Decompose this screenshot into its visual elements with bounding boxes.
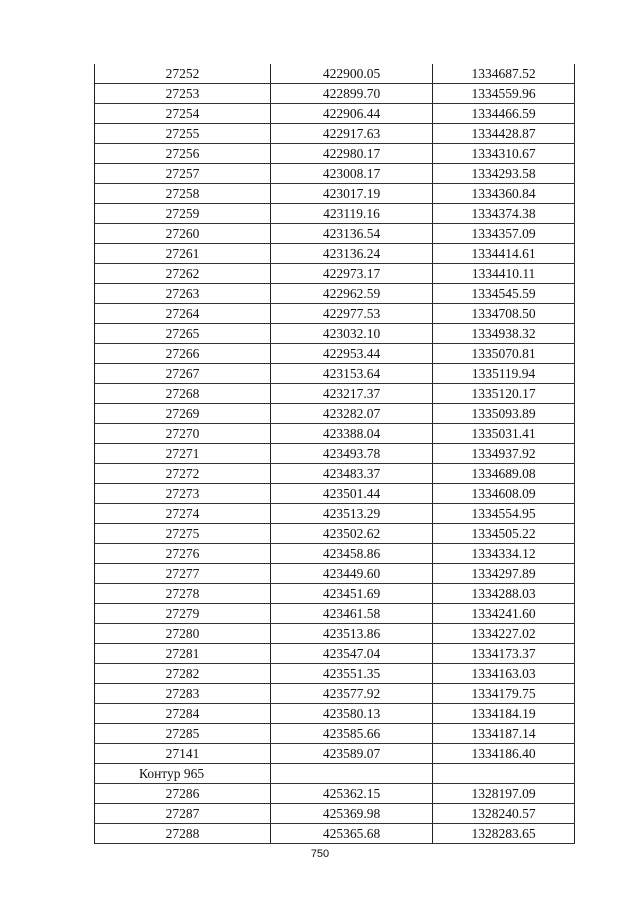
table-row (95, 524, 575, 544)
x-coordinate-cell: 423449.60 (271, 564, 433, 584)
x-coordinate-cell: 422962.59 (271, 284, 433, 304)
coordinates-table-body (95, 64, 575, 844)
x-coordinate-cell: 423502.62 (271, 524, 433, 544)
y-coordinate-cell: 1334608.09 (433, 484, 575, 504)
table-row (95, 184, 575, 204)
y-coordinate-cell: 1334466.59 (433, 104, 575, 124)
y-coordinate-cell: 1335093.89 (433, 404, 575, 424)
point-number-cell: 27270 (95, 424, 271, 444)
section-row (95, 764, 575, 784)
x-coordinate-cell: 423580.13 (271, 704, 433, 724)
point-number-cell: 27252 (95, 64, 271, 84)
x-coordinate-cell: 423451.69 (271, 584, 433, 604)
y-coordinate-cell: 1334288.03 (433, 584, 575, 604)
point-number-cell: 27279 (95, 604, 271, 624)
x-coordinate-cell: 422917.63 (271, 124, 433, 144)
point-number-cell: 27276 (95, 544, 271, 564)
x-coordinate-cell: 423501.44 (271, 484, 433, 504)
point-number-cell: 27274 (95, 504, 271, 524)
x-coordinate-cell: 422953.44 (271, 344, 433, 364)
y-coordinate-cell: 1334179.75 (433, 684, 575, 704)
y-coordinate-cell: 1334173.37 (433, 644, 575, 664)
y-coordinate-cell: 1334687.52 (433, 64, 575, 84)
point-number-cell: 27271 (95, 444, 271, 464)
table-row (95, 284, 575, 304)
table-row (95, 724, 575, 744)
y-coordinate-cell: 1334187.14 (433, 724, 575, 744)
point-number-cell: 27258 (95, 184, 271, 204)
table-row (95, 264, 575, 284)
x-coordinate-cell: 423458.86 (271, 544, 433, 564)
point-number-cell: 27278 (95, 584, 271, 604)
y-coordinate-cell: 1334559.96 (433, 84, 575, 104)
table-row (95, 824, 575, 844)
point-number-cell: 27269 (95, 404, 271, 424)
table-row (95, 464, 575, 484)
point-number-cell: 27254 (95, 104, 271, 124)
x-coordinate-cell: 423388.04 (271, 424, 433, 444)
table-row (95, 484, 575, 504)
point-number-cell: 27287 (95, 804, 271, 824)
table-row (95, 684, 575, 704)
point-number-cell: 27256 (95, 144, 271, 164)
x-coordinate-cell: 423282.07 (271, 404, 433, 424)
point-number-cell: 27272 (95, 464, 271, 484)
x-coordinate-cell: 423577.92 (271, 684, 433, 704)
x-coordinate-cell: 423217.37 (271, 384, 433, 404)
y-coordinate-cell: 1334545.59 (433, 284, 575, 304)
point-number-cell: 27273 (95, 484, 271, 504)
y-coordinate-cell: 1334374.38 (433, 204, 575, 224)
table-row (95, 384, 575, 404)
x-coordinate-cell: 423136.24 (271, 244, 433, 264)
y-coordinate-cell: 1334708.50 (433, 304, 575, 324)
y-coordinate-cell: 1334554.95 (433, 504, 575, 524)
x-coordinate-cell: 422977.53 (271, 304, 433, 324)
table-row (95, 404, 575, 424)
table-row (95, 704, 575, 724)
y-coordinate-cell: 1334241.60 (433, 604, 575, 624)
point-number-cell: 27255 (95, 124, 271, 144)
point-number-cell: 27253 (95, 84, 271, 104)
page-number: 750 (310, 848, 330, 860)
y-coordinate-cell: 1334937.92 (433, 444, 575, 464)
y-coordinate-cell: 1334357.09 (433, 224, 575, 244)
x-coordinate-cell: 423136.54 (271, 224, 433, 244)
x-coordinate-cell: 423493.78 (271, 444, 433, 464)
x-coordinate-cell: 423589.07 (271, 744, 433, 764)
coordinates-table (94, 64, 575, 844)
point-number-cell: 27267 (95, 364, 271, 384)
y-coordinate-cell: 1334360.84 (433, 184, 575, 204)
table-row (95, 544, 575, 564)
table-row (95, 504, 575, 524)
point-number-cell: 27260 (95, 224, 271, 244)
x-coordinate-cell: 423547.04 (271, 644, 433, 664)
table-row (95, 784, 575, 804)
empty-cell (433, 764, 575, 784)
x-coordinate-cell: 423153.64 (271, 364, 433, 384)
x-coordinate-cell: 422980.17 (271, 144, 433, 164)
point-number-cell: 27265 (95, 324, 271, 344)
y-coordinate-cell: 1334293.58 (433, 164, 575, 184)
y-coordinate-cell: 1334414.61 (433, 244, 575, 264)
y-coordinate-cell: 1334186.40 (433, 744, 575, 764)
y-coordinate-cell: 1334428.87 (433, 124, 575, 144)
x-coordinate-cell: 423119.16 (271, 204, 433, 224)
table-row (95, 144, 575, 164)
x-coordinate-cell: 423032.10 (271, 324, 433, 344)
table-row (95, 324, 575, 344)
x-coordinate-cell: 425362.15 (271, 784, 433, 804)
y-coordinate-cell: 1334310.67 (433, 144, 575, 164)
table-row (95, 304, 575, 324)
x-coordinate-cell: 425369.98 (271, 804, 433, 824)
point-number-cell: 27264 (95, 304, 271, 324)
y-coordinate-cell: 1334505.22 (433, 524, 575, 544)
y-coordinate-cell: 1328240.57 (433, 804, 575, 824)
table-row (95, 124, 575, 144)
y-coordinate-cell: 1328283.65 (433, 824, 575, 844)
table-row (95, 224, 575, 244)
y-coordinate-cell: 1335070.81 (433, 344, 575, 364)
y-coordinate-cell: 1335120.17 (433, 384, 575, 404)
point-number-cell: 27266 (95, 344, 271, 364)
x-coordinate-cell: 423551.35 (271, 664, 433, 684)
table-row (95, 344, 575, 364)
table-row (95, 104, 575, 124)
table-row (95, 444, 575, 464)
point-number-cell: 27288 (95, 824, 271, 844)
table-row (95, 584, 575, 604)
point-number-cell: 27261 (95, 244, 271, 264)
point-number-cell: 27263 (95, 284, 271, 304)
table-row (95, 664, 575, 684)
section-label: Контур 965 (95, 764, 271, 784)
y-coordinate-cell: 1334410.11 (433, 264, 575, 284)
x-coordinate-cell: 423483.37 (271, 464, 433, 484)
x-coordinate-cell: 425365.68 (271, 824, 433, 844)
point-number-cell: 27277 (95, 564, 271, 584)
table-row (95, 164, 575, 184)
y-coordinate-cell: 1334184.19 (433, 704, 575, 724)
table-row (95, 84, 575, 104)
point-number-cell: 27257 (95, 164, 271, 184)
x-coordinate-cell: 422906.44 (271, 104, 433, 124)
x-coordinate-cell: 423017.19 (271, 184, 433, 204)
y-coordinate-cell: 1334163.03 (433, 664, 575, 684)
y-coordinate-cell: 1334689.08 (433, 464, 575, 484)
table-row (95, 604, 575, 624)
table-row (95, 364, 575, 384)
x-coordinate-cell: 423585.66 (271, 724, 433, 744)
point-number-cell: 27141 (95, 744, 271, 764)
point-number-cell: 27286 (95, 784, 271, 804)
y-coordinate-cell: 1334297.89 (433, 564, 575, 584)
table-row (95, 204, 575, 224)
point-number-cell: 27259 (95, 204, 271, 224)
point-number-cell: 27281 (95, 644, 271, 664)
x-coordinate-cell: 422973.17 (271, 264, 433, 284)
point-number-cell: 27262 (95, 264, 271, 284)
x-coordinate-cell: 423008.17 (271, 164, 433, 184)
table-row (95, 624, 575, 644)
table-row (95, 64, 575, 84)
empty-cell (271, 764, 433, 784)
x-coordinate-cell: 422900.05 (271, 64, 433, 84)
table-row (95, 804, 575, 824)
point-number-cell: 27275 (95, 524, 271, 544)
table-row (95, 564, 575, 584)
table-row (95, 244, 575, 264)
x-coordinate-cell: 423513.86 (271, 624, 433, 644)
table-row (95, 644, 575, 664)
x-coordinate-cell: 423461.58 (271, 604, 433, 624)
y-coordinate-cell: 1334227.02 (433, 624, 575, 644)
point-number-cell: 27282 (95, 664, 271, 684)
table-row (95, 424, 575, 444)
y-coordinate-cell: 1335119.94 (433, 364, 575, 384)
y-coordinate-cell: 1334938.32 (433, 324, 575, 344)
point-number-cell: 27284 (95, 704, 271, 724)
y-coordinate-cell: 1335031.41 (433, 424, 575, 444)
table-row (95, 744, 575, 764)
y-coordinate-cell: 1334334.12 (433, 544, 575, 564)
y-coordinate-cell: 1328197.09 (433, 784, 575, 804)
point-number-cell: 27280 (95, 624, 271, 644)
point-number-cell: 27285 (95, 724, 271, 744)
point-number-cell: 27268 (95, 384, 271, 404)
x-coordinate-cell: 423513.29 (271, 504, 433, 524)
x-coordinate-cell: 422899.70 (271, 84, 433, 104)
point-number-cell: 27283 (95, 684, 271, 704)
